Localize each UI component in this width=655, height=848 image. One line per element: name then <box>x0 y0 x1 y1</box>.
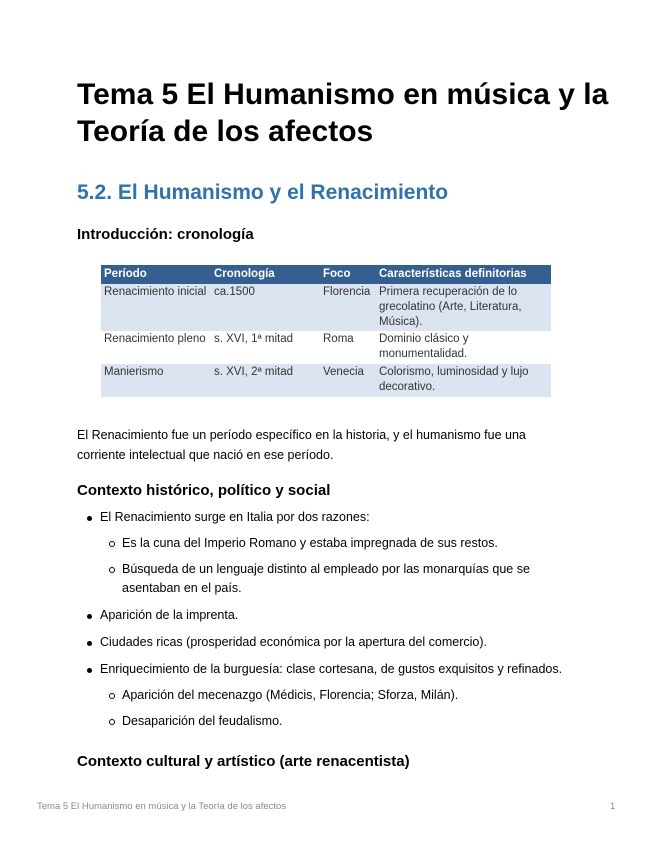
chronology-table <box>101 265 551 397</box>
table-cell: ca.1500 <box>211 284 320 331</box>
intro-paragraph: El Renacimiento fue un período específico en la historia, y el humanismo fue una corriente intelectual que nació en ese período. <box>77 428 526 462</box>
table-cell: s. XVI, 1ª mitad <box>211 331 320 364</box>
list-item <box>77 508 577 598</box>
list-item <box>77 633 577 652</box>
list-item <box>77 660 577 731</box>
footer-title: Tema 5 El Humanismo en música y la Teoría de los afectos <box>37 801 287 812</box>
sub-list-item: Aparición del mecenazgo (Médicis, Florencia; Sforza, Milán). <box>100 686 577 705</box>
list-item-text: Ciudades ricas (prosperidad económica por la apertura del comercio). <box>100 635 487 649</box>
sub-list-item: Es la cuna del Imperio Romano y estaba impregnada de sus restos. <box>100 534 577 553</box>
sub-list <box>100 686 577 731</box>
table-header-cell: Cronología <box>211 265 320 284</box>
table-header-cell: Características definitorias <box>376 265 551 284</box>
intro-heading: Introducción: cronología <box>77 226 254 243</box>
page-number: 1 <box>610 801 616 812</box>
table-header-cell: Foco <box>320 265 376 284</box>
table-header-cell: Período <box>101 265 211 284</box>
document-title: Tema 5 El Humanismo en música y la Teoría de los afectos <box>77 78 609 148</box>
table-row <box>101 284 551 331</box>
sub-list <box>100 534 577 598</box>
table-cell: Primera recuperación de lo grecolatino (Arte, Literatura, Música). <box>376 284 551 331</box>
table-cell: Roma <box>320 331 376 364</box>
table-cell: Venecia <box>320 364 376 397</box>
list-item-text: Aparición de la imprenta. <box>100 608 239 622</box>
table-cell: s. XVI, 2ª mitad <box>211 364 320 397</box>
cultural-heading: Contexto cultural y artístico (arte renacentista) <box>77 753 410 770</box>
table-cell: Dominio clásico y monumentalidad. <box>376 331 551 364</box>
list-item-text: Enriquecimiento de la burguesía: clase cortesana, de gustos exquisitos y refinados. <box>100 662 563 676</box>
context-heading: Contexto histórico, político y social <box>77 482 331 499</box>
table-cell: Renacimiento pleno <box>101 331 211 364</box>
list-item-text: El Renacimiento surge en Italia por dos razones: <box>100 510 370 524</box>
table-cell: Renacimiento inicial <box>101 284 211 331</box>
table-row <box>101 331 551 364</box>
table-cell: Colorismo, luminosidad y lujo decorativo. <box>376 364 551 397</box>
context-list <box>77 508 577 739</box>
table-header-row <box>101 265 551 284</box>
table-row <box>101 364 551 397</box>
table-cell: Florencia <box>320 284 376 331</box>
section-title: 5.2. El Humanismo y el Renacimiento <box>77 181 449 204</box>
table-cell: Manierismo <box>101 364 211 397</box>
sub-list-item: Desaparición del feudalismo. <box>100 712 577 731</box>
list-item <box>77 606 577 625</box>
sub-list-item: Búsqueda de un lenguaje distinto al empleado por las monarquías que se asentaban en el país. <box>100 560 577 598</box>
